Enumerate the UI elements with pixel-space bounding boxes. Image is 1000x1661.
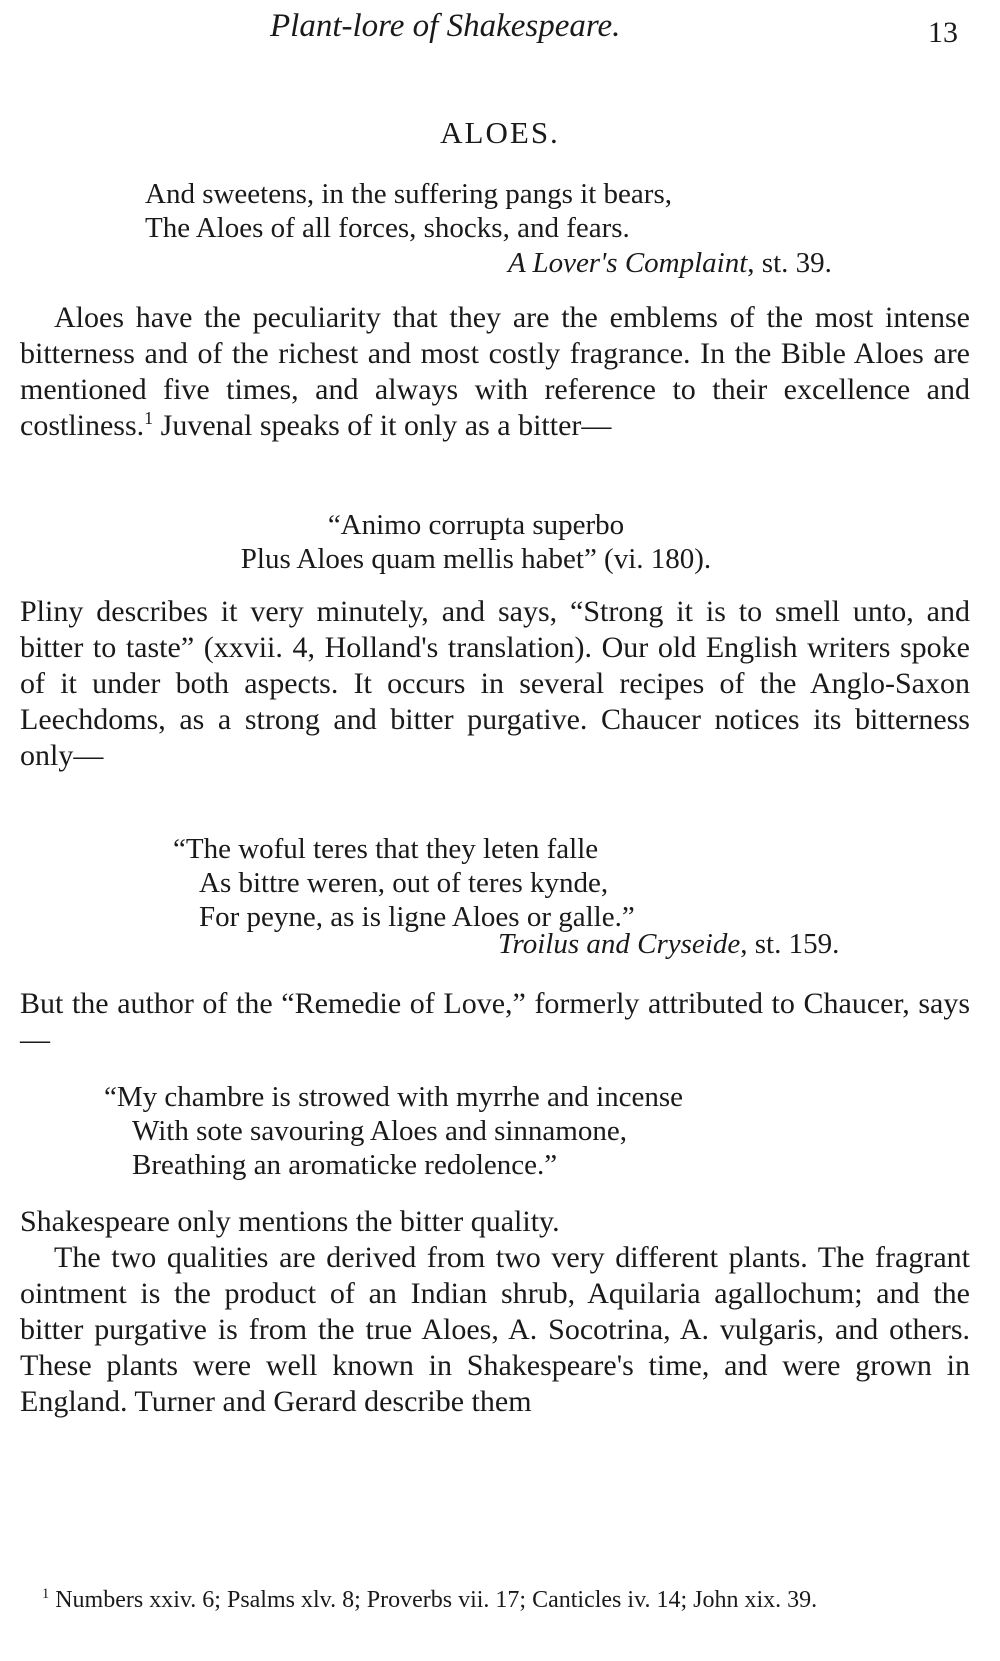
chaucer-citation bbox=[498, 928, 839, 961]
paragraph-text: Pliny describes it very minutely, and says, “Strong it is to smell unto, and bitter to taste” (xxvii. 4, Holland's translation). Our old English writers spoke of it under both aspects. It occurs in several recipes of the Anglo-Saxon Leechdoms, as a strong and bitter purgative. Chaucer notices its bitterness only— bbox=[20, 595, 970, 772]
epigraph-verse bbox=[145, 177, 672, 245]
paragraph-text: The two qualities are derived from two very different plants. The fragrant ointment is the product of an Indian shrub, Aquilaria agallochum; and the bitter purgative is from the true Aloes, A. Socotrina, A. vulgaris, and others. These plants were well known in Shakespeare's time, and were grown in England. Turner and Gerard describe them bbox=[20, 1241, 970, 1418]
paragraph-text: But the author of the “Remedie of Love,” formerly attributed to Chaucer, says— bbox=[20, 987, 970, 1056]
verse-line: Plus Aloes quam mellis habet” (vi. 180). bbox=[240, 543, 712, 575]
verse-line: Breathing an aromaticke redolence.” bbox=[132, 1149, 558, 1181]
paragraph-2 bbox=[20, 594, 970, 774]
verse-line: For peyne, as is ligne Aloes or galle.” bbox=[199, 901, 635, 933]
verse-line: “My chambre is strowed with myrrhe and incense bbox=[104, 1081, 684, 1113]
verse-line: “The woful teres that they leten falle bbox=[173, 833, 599, 865]
citation-ref: , st. 159. bbox=[740, 928, 840, 960]
quote-juvenal bbox=[176, 508, 776, 576]
quote-chaucer bbox=[173, 832, 635, 934]
page-number: 13 bbox=[928, 16, 958, 49]
verse-line: “Animo corrupta superbo bbox=[327, 509, 625, 541]
citation-work: Troilus and Cryseide bbox=[498, 928, 741, 960]
paragraph-1 bbox=[20, 300, 970, 444]
verse-line: The Aloes of all forces, shocks, and fears. bbox=[145, 212, 630, 244]
quote-remedie bbox=[104, 1080, 683, 1182]
paragraph-text: Aloes have the peculiarity that they are the emblems of the most intense bitterness and of the richest and most costly fragrance. In the Bible Aloes are mentioned five times, and always with reference to their excellence and costliness. bbox=[20, 301, 970, 442]
footnote bbox=[20, 1583, 970, 1617]
citation-ref: , st. 39. bbox=[747, 247, 832, 279]
paragraph-text: Juvenal speaks of it only as a bitter— bbox=[160, 409, 612, 442]
epigraph-citation bbox=[508, 247, 832, 280]
footnote-text: Numbers xxiv. 6; Psalms xlv. 8; Proverbs vii. 17; Canticles iv. 14; John xix. 39. bbox=[55, 1587, 818, 1613]
section-title: ALOES. bbox=[440, 115, 560, 150]
verse-line: As bittre weren, out of teres kynde, bbox=[199, 867, 609, 899]
paragraph-3 bbox=[20, 986, 970, 1058]
paragraph-text: Shakespeare only mentions the bitter quality. bbox=[20, 1205, 560, 1238]
citation-work: A Lover's Complaint bbox=[508, 247, 748, 279]
footnote-ref: 1 bbox=[144, 408, 154, 428]
verse-line: With sote savouring Aloes and sinnamone, bbox=[132, 1115, 627, 1147]
paragraph-4 bbox=[20, 1204, 970, 1420]
footnote-marker: 1 bbox=[42, 1586, 50, 1602]
verse-line: And sweetens, in the suffering pangs it bears, bbox=[145, 178, 672, 210]
running-title: Plant-lore of Shakespeare. bbox=[270, 8, 621, 44]
